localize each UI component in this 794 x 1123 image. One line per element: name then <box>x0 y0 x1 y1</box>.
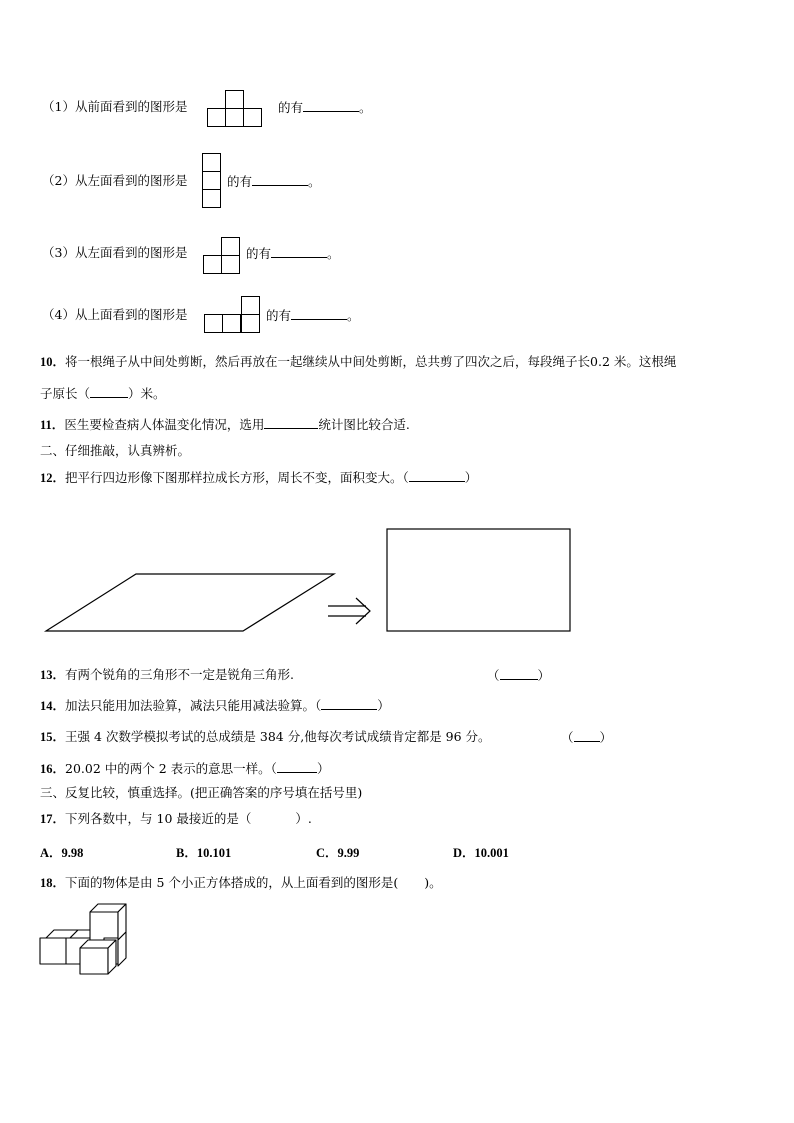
q14-text: 加法只能用加法验算，减法只能用减法验算。（ <box>65 698 322 713</box>
view-2-suffix: 的有 <box>227 174 253 189</box>
view-4-blank[interactable] <box>291 307 347 320</box>
q17-text: 下列各数中，与 10 最接近的是（ <box>65 811 252 826</box>
section-2-heading: 二、仔细推敲，认真辨析。 <box>40 443 191 458</box>
rectangle <box>387 529 570 631</box>
q16-close: ） <box>316 761 330 776</box>
q14-number: 14． <box>40 699 66 713</box>
view-3-prefix: （3）从左面看到的图形是 <box>42 245 188 260</box>
q10-number: 10． <box>40 355 66 369</box>
q17 <box>40 811 312 827</box>
view-1-prefix: （1）从前面看到的图形是 <box>42 99 188 114</box>
q12 <box>40 469 477 486</box>
view-2-end: 。 <box>308 174 321 189</box>
q11-text2: 统计图比较合适. <box>318 417 410 432</box>
view-1-shape <box>207 90 264 128</box>
view-3-blank[interactable] <box>271 245 327 258</box>
double-arrow-icon <box>328 598 370 624</box>
view-3-shape <box>203 237 243 275</box>
q16-blank[interactable] <box>277 760 317 773</box>
q13-close: ） <box>537 668 551 683</box>
view-2-blank[interactable] <box>252 173 308 186</box>
q16-number: 16． <box>40 762 66 776</box>
view-1-end: 。 <box>359 100 372 115</box>
q11-text: 医生要检查病人体温变化情况，选用 <box>64 417 265 432</box>
q15 <box>40 729 491 745</box>
view-3 <box>42 245 187 261</box>
view-4 <box>42 307 187 323</box>
view-1-suffix: 的有 <box>278 100 304 115</box>
q15-close: ） <box>599 730 613 745</box>
q12-close: ） <box>464 470 478 485</box>
q14-blank[interactable] <box>321 697 377 710</box>
view-2 <box>42 173 187 189</box>
q11-number: 11． <box>40 418 65 432</box>
q13-open: （ <box>487 668 500 683</box>
view-1-answer <box>278 99 372 116</box>
q11 <box>40 416 410 433</box>
q17-option-a[interactable]: A．9.98 <box>40 846 84 860</box>
view-2-prefix: （2）从左面看到的图形是 <box>42 173 188 188</box>
parallelogram <box>46 574 334 631</box>
view-4-end: 。 <box>347 308 360 323</box>
q16 <box>40 760 329 777</box>
view-4-answer <box>266 307 360 324</box>
q15-blank[interactable] <box>574 729 600 742</box>
q17-number: 17． <box>40 812 66 826</box>
q14 <box>40 697 390 714</box>
view-4-prefix: （4）从上面看到的图形是 <box>42 307 188 322</box>
q17-option-d[interactable]: D．10.001 <box>453 846 509 860</box>
q14-close: ） <box>377 698 390 713</box>
q16-text: 20.02 中的两个 2 表示的意思一样。（ <box>65 761 277 776</box>
q17-close: ）. <box>295 811 312 826</box>
section-3-heading: 三、反复比较，慎重选择。(把正确答案的序号填在括号里) <box>40 785 363 800</box>
q18-close: )。 <box>424 875 442 890</box>
q12-number: 12． <box>40 471 66 485</box>
q18-cubes-figure <box>38 902 130 978</box>
q15-open: （ <box>561 730 574 745</box>
view-1 <box>42 99 187 115</box>
view-2-shape <box>202 153 224 210</box>
q10-text: 将一根绳子从中间处剪断，然后再放在一起继续从中间处剪断，总共剪了四次之后，每段绳子长0.2 米。这根绳 <box>65 354 677 369</box>
q13 <box>40 667 294 683</box>
q17-option-c[interactable]: C．9.99 <box>316 846 360 860</box>
view-4-suffix: 的有 <box>266 308 292 323</box>
view-2-answer <box>227 173 321 190</box>
q15-text: 王强 4 次数学模拟考试的总成绩是 384 分,他每次考试成绩肯定都是 96 分。 <box>65 729 491 744</box>
q13-answer <box>487 667 550 684</box>
q18 <box>40 875 442 891</box>
view-4-shape <box>204 296 262 334</box>
q10-line1 <box>40 354 676 370</box>
view-3-answer <box>246 245 340 262</box>
q10-line2 <box>40 385 166 402</box>
q12-blank[interactable] <box>409 469 465 482</box>
q13-number: 13． <box>40 668 66 682</box>
q15-number: 15． <box>40 730 66 744</box>
q13-text: 有两个锐角的三角形不一定是锐角三角形. <box>65 667 294 682</box>
q13-blank[interactable] <box>500 667 538 680</box>
view-3-end: 。 <box>327 246 340 261</box>
q15-answer <box>561 729 612 746</box>
q11-blank[interactable] <box>264 416 318 429</box>
q10-text3: ）米。 <box>128 386 166 401</box>
q18-number: 18． <box>40 876 66 890</box>
view-1-blank[interactable] <box>303 99 359 112</box>
q17-options <box>0 843 794 861</box>
q10-text2: 子原长（ <box>40 386 91 401</box>
q12-figure <box>40 524 580 636</box>
q12-text: 把平行四边形像下图那样拉成长方形，周长不变，面积变大。（ <box>65 470 409 485</box>
q17-option-b[interactable]: B．10.101 <box>176 846 232 860</box>
q18-text: 下面的物体是由 5 个小正方体搭成的，从上面看到的图形是( <box>65 875 399 890</box>
q10-blank[interactable] <box>90 385 128 398</box>
view-3-suffix: 的有 <box>246 246 272 261</box>
